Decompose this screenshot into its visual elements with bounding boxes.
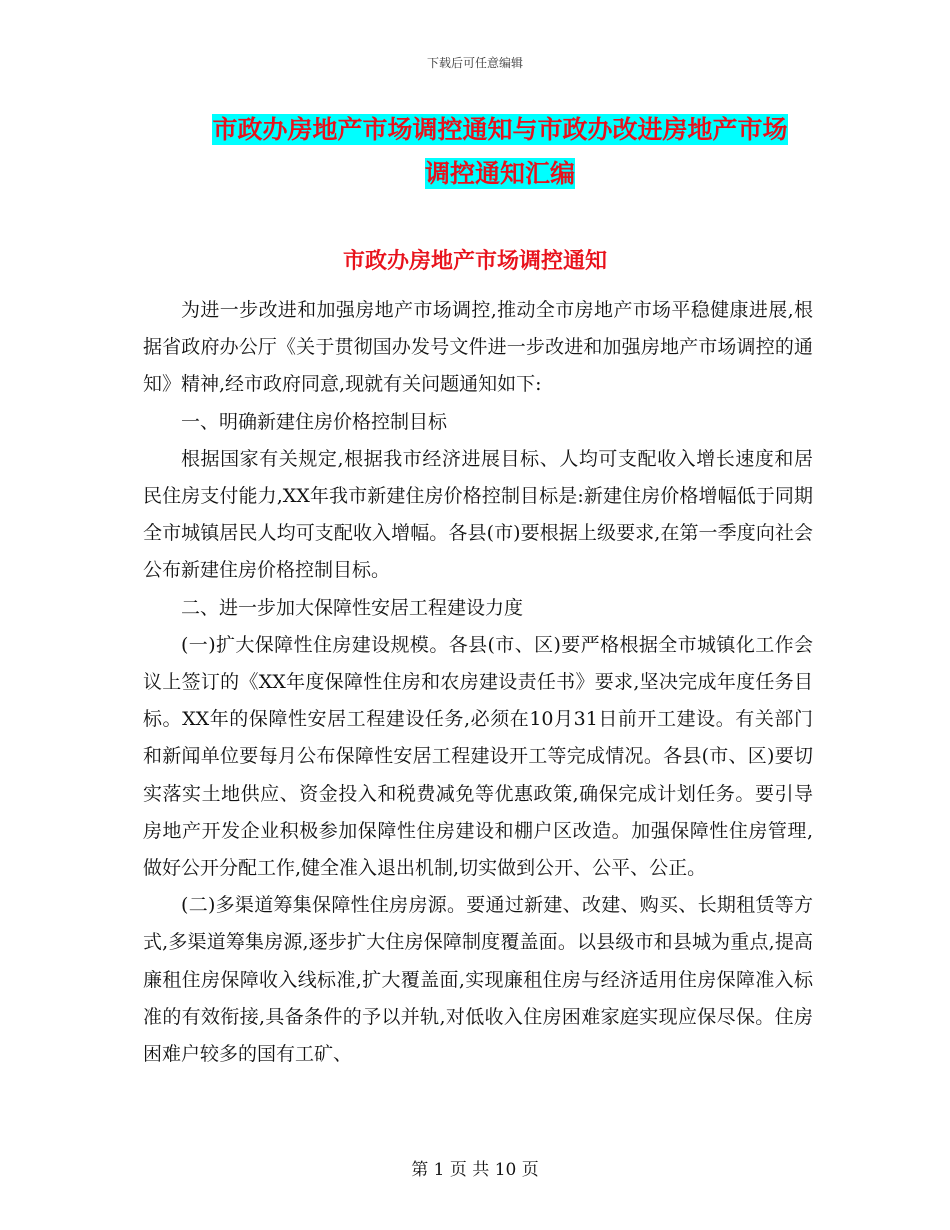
header-note: 下载后可任意编辑 xyxy=(426,56,523,70)
document-body xyxy=(143,292,813,1073)
main-title-text-1: 市政办房地产市场调控通知与市政办改进房地产市场 xyxy=(212,115,788,144)
main-title-line-1 xyxy=(140,106,860,154)
paragraph: 根据国家有关规定,根据我市经济进展目标、人均可支配收入增长速度和居民住房支付能力,XX年我市新建住房价格控制目标是:新建住房价格增幅低于同期全市城镇居民人均可支配收入增幅。各县(市)要根据上级要求,在第一季度向社会公布新建住房价格控制目标。 xyxy=(143,447,813,582)
page-footer: 第 1 页 共 10 页 xyxy=(411,1160,539,1180)
section-subtitle: 市政办房地产市场调控通知 xyxy=(342,248,607,274)
paragraph: (二)多渠道筹集保障性住房房源。要通过新建、改建、购买、长期租赁等方式,多渠道筹集房源,逐步扩大住房保障制度覆盖面。以县级市和县城为重点,提高廉租住房保障收入线标准,扩大覆盖面,实现廉租住房与经济适用住房保障准入标准的有效衔接,具备条件的予以并轨,对低收入住房困难家庭实现应保尽保。住房困难户较多的国有工矿、 xyxy=(143,894,813,1066)
paragraph: (一)扩大保障性住房建设规模。各县(市、区)要严格根据全市城镇化工作会议上签订的《XX年度保障性住房和农房建设责任书》要求,坚决完成年度任务目标。XX年的保障性安居工程建设任务,必须在10月31日前开工建设。有关部门和新闻单位要每月公布保障性安居工程建设开工等完成情况。各县(市、区)要切实落实土地供应、资金投入和税费减免等优惠政策,确保完成计划任务。要引导房地产开发企业积极参加保障性住房建设和棚户区改造。加强保障性住房管理,做好公开分配工作,健全准入退出机制,切实做到公开、公平、公正。 xyxy=(143,633,813,880)
main-title-text-2: 调控通知汇编 xyxy=(424,159,575,188)
main-title-line-2 xyxy=(140,150,860,198)
paragraph: 二、进一步加大保障性安居工程建设力度 xyxy=(181,596,524,619)
paragraph: 一、明确新建住房价格控制目标 xyxy=(181,410,448,433)
paragraph: 为进一步改进和加强房地产市场调控,推动全市房地产市场平稳健康进展,根据省政府办公厅《关于贯彻国办发号文件进一步改进和加强房地产市场调控的通知》精神,经市政府同意,现就有关问题通知如下: xyxy=(143,299,813,396)
